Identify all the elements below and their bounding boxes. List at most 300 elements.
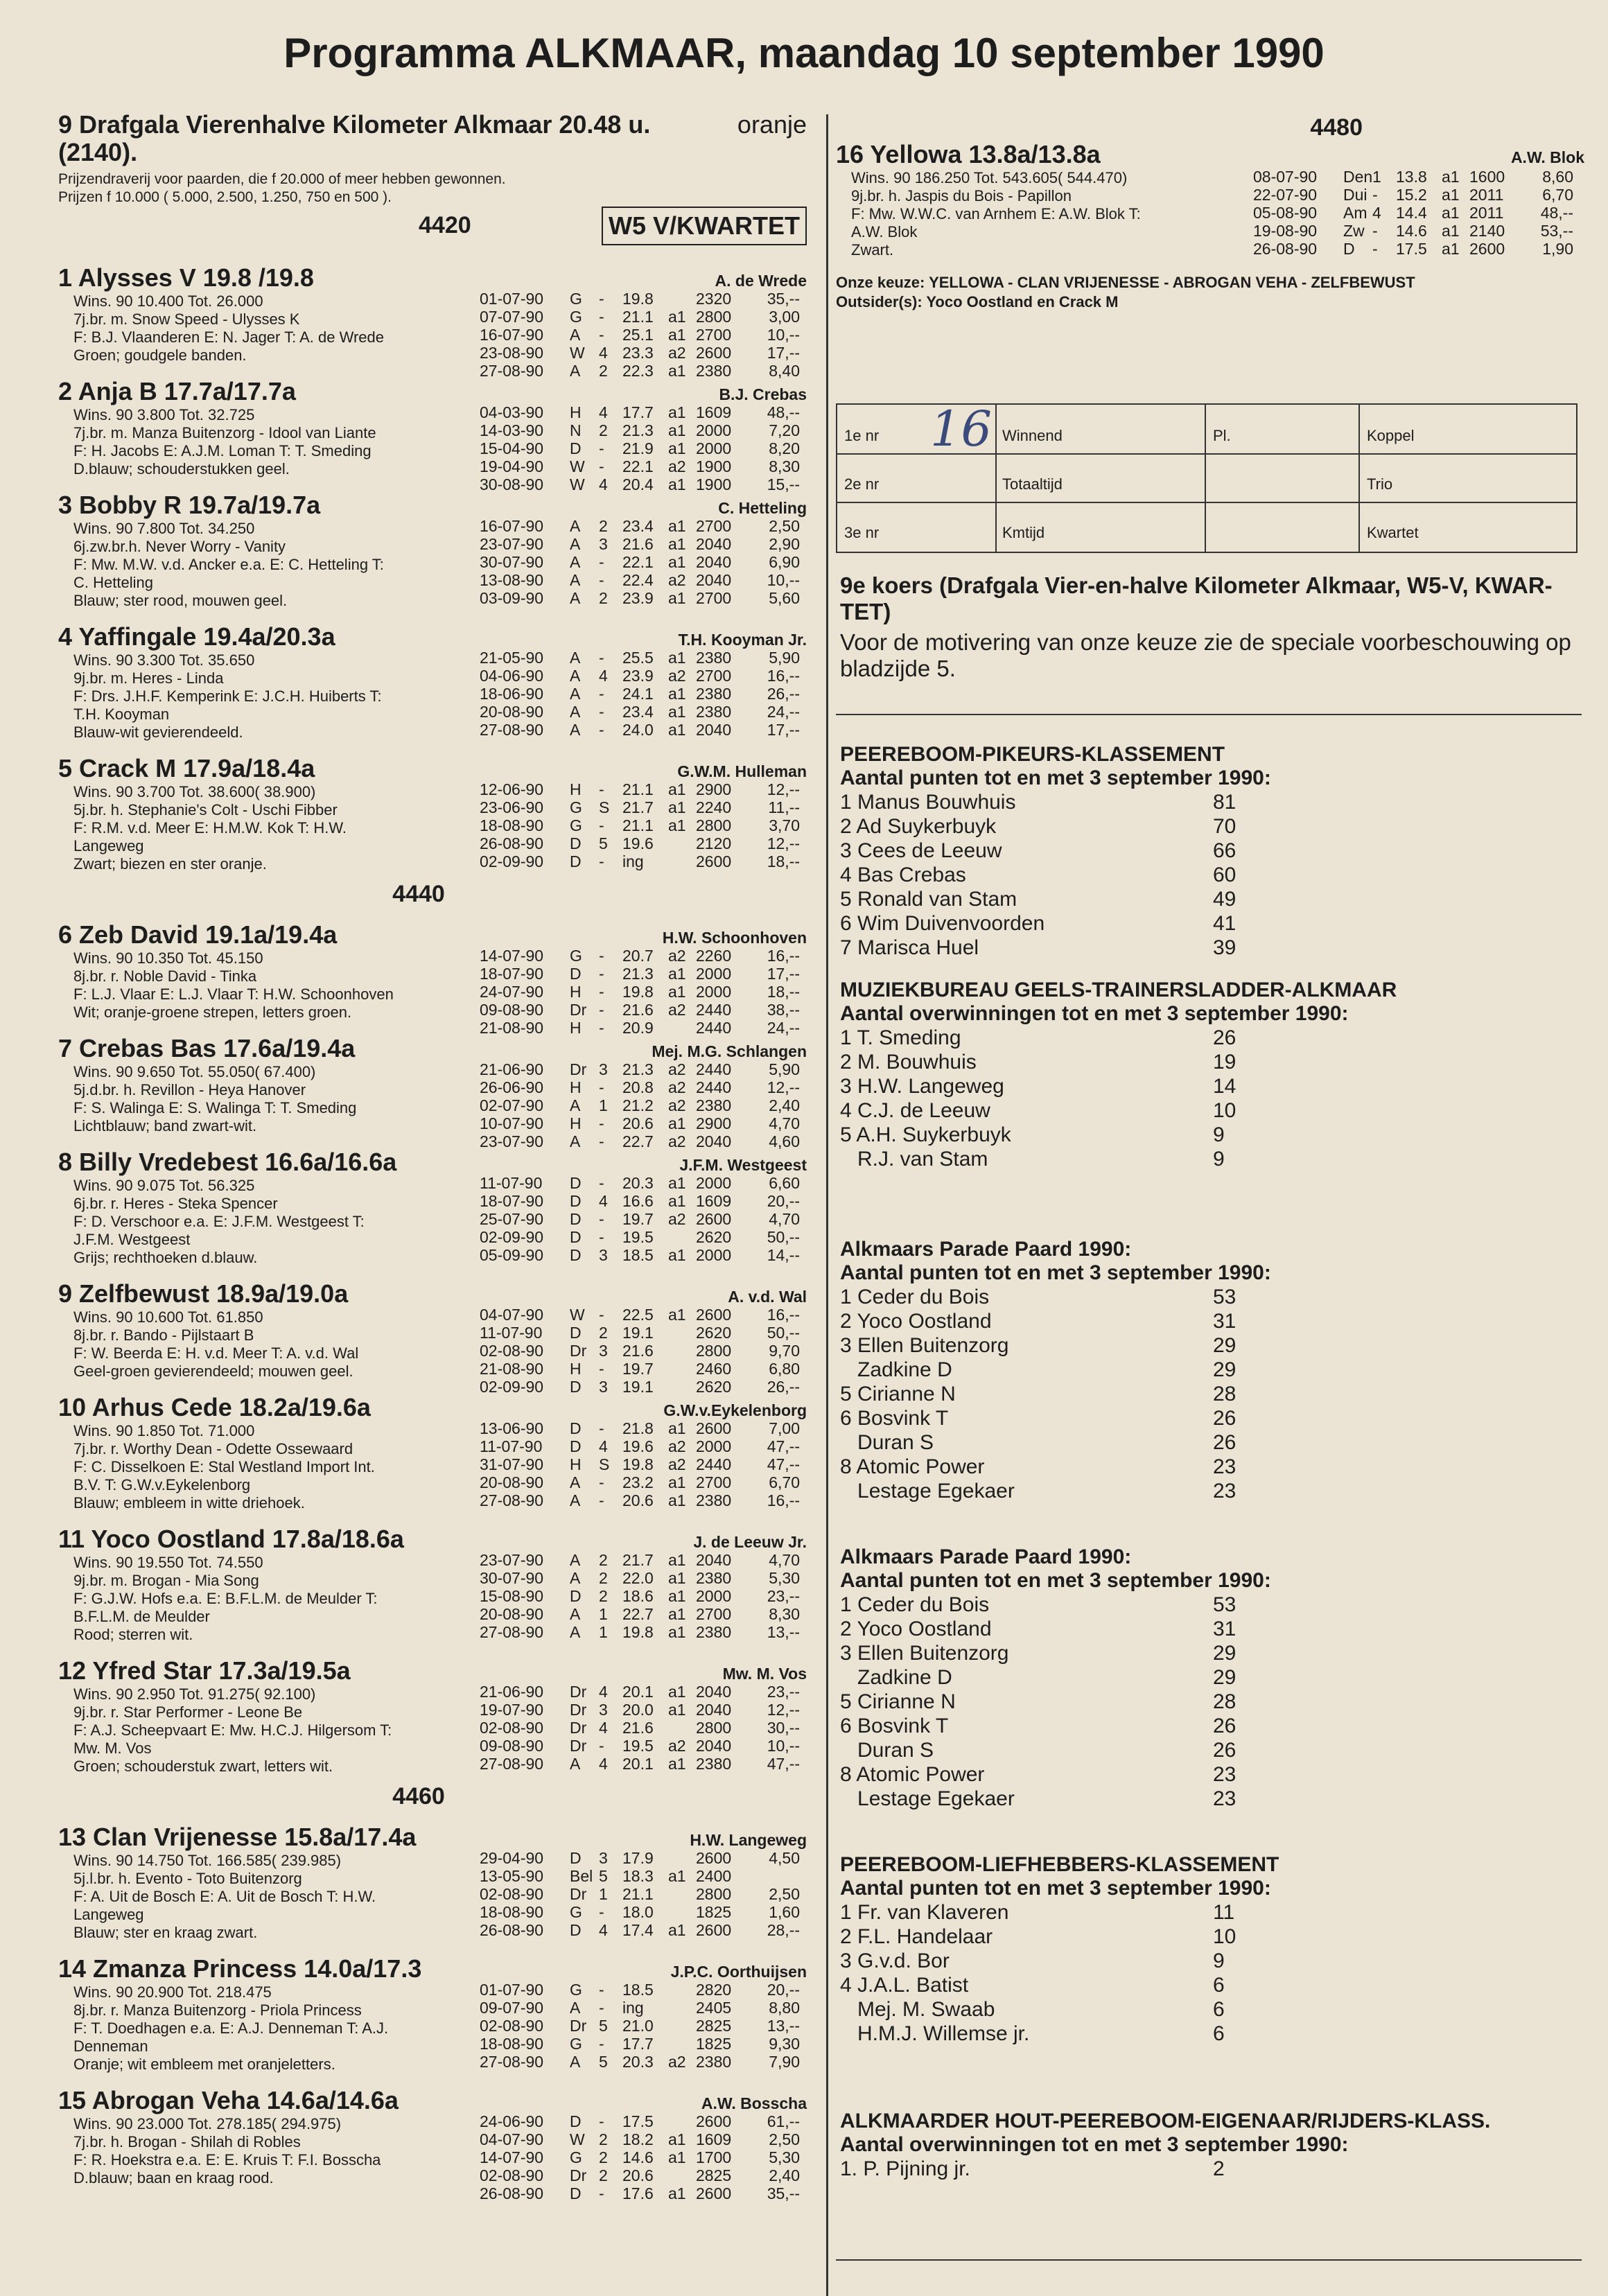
form-cell: a2	[668, 1737, 686, 1755]
form-cell: 1	[1372, 168, 1381, 186]
form-cell: 2,40	[769, 2166, 800, 2184]
form-cell: 19.6	[622, 1437, 654, 1455]
form-cell: 21-06-90	[480, 1683, 544, 1701]
form-cell: -	[599, 1132, 604, 1150]
horse-info-line: Groen; goudgele banden.	[73, 347, 247, 364]
form-cell: 21.6	[622, 1342, 654, 1360]
standing-value: 49	[1213, 888, 1236, 911]
form-cell: a1	[668, 685, 686, 703]
form-cell: a2	[668, 1437, 686, 1455]
form-cell: a1	[1442, 204, 1460, 222]
form-cell: 27-08-90	[480, 1623, 544, 1641]
form-cell: -	[599, 1114, 604, 1132]
form-cell: -	[599, 1019, 604, 1037]
form-cell: 17,--	[767, 344, 800, 362]
form-cell: a1	[668, 1246, 686, 1264]
form-row	[480, 457, 800, 475]
standing-row	[840, 1147, 1533, 1171]
totaaltijd-label: Totaaltijd	[1002, 475, 1063, 493]
horse-trainer: G.W.M. Hulleman	[677, 762, 807, 780]
horse-info-line: F: H. Jacobs E: A.J.M. Loman T: T. Smeding	[73, 442, 372, 459]
horse-info-line: 8j.br. r. Noble David - Tinka	[73, 967, 257, 985]
form-cell: G	[570, 947, 582, 965]
horse-info-line: Wins. 90 14.750 Tot. 166.585( 239.985)	[73, 1852, 342, 1869]
kwartet-label: Kwartet	[1367, 524, 1419, 541]
horse-info-line: 7j.br. r. Worthy Dean - Odette Ossewaard	[73, 1440, 353, 1457]
standing-value: 19	[1213, 1051, 1236, 1073]
form-row	[480, 1114, 800, 1132]
form-cell: D	[570, 1437, 582, 1455]
form-cell: 8,40	[769, 362, 800, 380]
form-cell: Dr	[570, 1060, 587, 1078]
form-cell: -	[599, 2184, 604, 2202]
standing-row	[840, 1074, 1533, 1098]
form-cell: Dr	[570, 1683, 587, 1701]
standing-subtitle: Aantal overwinningen tot en met 3 september 1990:	[840, 2133, 1349, 2156]
kmtijd-label: Kmtijd	[1002, 524, 1045, 541]
form-cell: 21.3	[622, 1060, 654, 1078]
form-row	[480, 1473, 800, 1491]
horse-info-line: F: R. Hoekstra e.a. E: E. Kruis T: F.I. Bosscha	[73, 2151, 381, 2168]
handwritten-winner: 16	[930, 401, 993, 457]
form-cell: 20.1	[622, 1683, 654, 1701]
standing-row	[840, 1050, 1533, 1074]
form-cell: -	[1372, 240, 1378, 258]
form-cell: 21.9	[622, 439, 654, 457]
form-cell: 2900	[696, 780, 732, 798]
form-cell: 2000	[696, 439, 732, 457]
form-cell: 20.8	[622, 1078, 654, 1096]
form-cell	[668, 1999, 696, 2017]
form-row	[480, 1701, 800, 1719]
form-cell: 12,--	[767, 1701, 800, 1719]
form-row	[480, 308, 800, 326]
form-cell: 4	[599, 667, 608, 685]
standing-value: 23	[1213, 1763, 1236, 1786]
form-cell: 20.6	[622, 1114, 654, 1132]
form-cell: 2600	[696, 1419, 732, 1437]
form-cell: 18-08-90	[480, 816, 544, 834]
form-cell: a1	[668, 1192, 686, 1210]
form-cell: W	[570, 344, 585, 362]
standing-name: 1 Fr. van Klaveren	[840, 1901, 1009, 1924]
standing-name: 5 Ronald van Stam	[840, 888, 1017, 911]
form-row	[1253, 186, 1573, 204]
form-cell: Dr	[570, 1701, 587, 1719]
form-cell: 19.8	[622, 290, 654, 308]
form-cell: 19-08-90	[1253, 222, 1318, 240]
standing-value: 28	[1213, 1690, 1236, 1713]
race-motivation-text: Voor de motivering van onze keuze zie de speciale voorbeschouwing op bladzijde 5.	[840, 629, 1571, 681]
form-cell: a1	[668, 816, 686, 834]
form-cell: a1	[668, 1623, 686, 1641]
standing-value: 39	[1213, 936, 1236, 959]
form-row	[480, 703, 800, 721]
form-cell: 2800	[696, 1342, 732, 1360]
form-row	[480, 1001, 800, 1019]
form-cell: 04-06-90	[480, 667, 544, 685]
form-cell: 28,--	[767, 1921, 800, 1939]
standing-row	[840, 1925, 1533, 1949]
horse-info-line: 7j.br. m. Manza Buitenzorg - Idool van Liante	[73, 424, 376, 441]
form-cell: a1	[668, 1419, 686, 1437]
standing-block	[840, 2110, 1533, 2181]
form-cell: A	[570, 685, 581, 703]
horse-entry	[58, 492, 807, 610]
form-cell: A	[570, 667, 581, 685]
form-cell: 2000	[696, 965, 732, 983]
form-cell: a1	[668, 1491, 686, 1509]
form-cell	[668, 2017, 696, 2035]
form-cell: -	[599, 326, 604, 344]
form-cell: a1	[668, 2130, 686, 2148]
horse-info-line: T.H. Kooyman	[73, 706, 170, 723]
form-cell: A	[570, 1605, 581, 1623]
form-cell: Den	[1343, 168, 1373, 186]
horse-info-line: 9j.br. m. Brogan - Mia Song	[73, 1572, 259, 1589]
horse-info-line: F: R.M. v.d. Meer E: H.M.W. Kok T: H.W.	[73, 819, 347, 836]
form-cell: 13,--	[767, 1623, 800, 1641]
horse-name: 8 Billy Vredebest 16.6a/16.6a	[58, 1148, 397, 1176]
form-cell: 19.5	[622, 1228, 654, 1246]
form-cell: S	[599, 1455, 610, 1473]
standing-row	[840, 1714, 1533, 1738]
standing-name: 1 Manus Bouwhuis	[840, 791, 1016, 814]
horse-form-table	[480, 780, 800, 870]
form-cell: a1	[668, 535, 686, 553]
form-cell: D	[570, 1324, 582, 1342]
form-cell: A	[570, 1623, 581, 1641]
horse-info	[73, 949, 462, 1022]
form-cell: 1,60	[769, 1903, 800, 1921]
form-cell: W	[570, 457, 585, 475]
form-cell: a1	[668, 1473, 686, 1491]
horse-info-line: Denneman	[73, 2038, 148, 2055]
form-cell	[668, 1849, 696, 1867]
form-cell: a1	[668, 1114, 686, 1132]
form-cell: a1	[668, 1921, 686, 1939]
standing-row	[840, 863, 1533, 887]
form-cell: -	[599, 2112, 604, 2130]
form-cell	[668, 1903, 696, 1921]
form-cell: 18.0	[622, 1903, 654, 1921]
form-cell: G	[570, 2035, 582, 2053]
standing-row	[840, 1430, 1533, 1455]
standing-value: 6	[1213, 2022, 1225, 2045]
form-cell: 2120	[696, 834, 732, 852]
form-cell: 2	[599, 1569, 608, 1587]
form-cell: 2600	[696, 1849, 732, 1867]
horse-info-line: Wins. 90 10.400 Tot. 26.000	[73, 292, 263, 310]
form-cell: 2040	[696, 1737, 732, 1755]
horse-info-line: Blauw; ster rood, mouwen geel.	[73, 592, 288, 609]
horse-name: 5 Crack M 17.9a/18.4a	[58, 754, 315, 782]
form-cell: 26-08-90	[1253, 240, 1318, 258]
form-row	[480, 2184, 800, 2202]
standing-name: 6 Wim Duivenvoorden	[840, 912, 1045, 935]
form-cell: a1	[668, 517, 686, 535]
form-cell: a2	[668, 2053, 686, 2071]
standing-name: Duran S	[840, 1739, 934, 1762]
form-cell: 21.1	[622, 1885, 654, 1903]
standing-value: 26	[1213, 1739, 1236, 1762]
horse-trainer: H.W. Langeweg	[690, 1831, 807, 1849]
form-cell: 1900	[696, 475, 732, 493]
form-cell: 2600	[696, 2112, 732, 2130]
form-cell: 2440	[696, 1060, 732, 1078]
form-cell: 1609	[696, 1192, 732, 1210]
form-cell: 17.7	[622, 2035, 654, 2053]
form-cell: 02-08-90	[480, 2017, 544, 2035]
form-row	[480, 780, 800, 798]
horse-info-line: F: A. Uit de Bosch E: A. Uit de Bosch T: H.W.	[73, 1888, 376, 1905]
form-cell: A	[570, 1551, 581, 1569]
form-row	[480, 1019, 800, 1037]
horse-name: 12 Yfred Star 17.3a/19.5a	[58, 1656, 351, 1685]
form-cell: A	[570, 571, 581, 589]
form-cell: 2440	[696, 1001, 732, 1019]
horse-info	[73, 1554, 462, 1644]
standing-name: 1 Ceder du Bois	[840, 1593, 990, 1616]
form-cell: 30-08-90	[480, 475, 544, 493]
form-cell: 18.3	[622, 1867, 654, 1885]
form-cell: a1	[1442, 168, 1460, 186]
standing-row	[840, 814, 1533, 839]
form-cell: 19.1	[622, 1378, 654, 1396]
form-cell: 47,--	[767, 1437, 800, 1455]
form-cell: 1700	[696, 2148, 732, 2166]
form-row	[480, 947, 800, 965]
form-cell: A	[570, 1755, 581, 1773]
form-row	[480, 439, 800, 457]
horse-name: 15 Abrogan Veha 14.6a/14.6a	[58, 2086, 399, 2114]
form-cell: 14.4	[1396, 204, 1427, 222]
form-cell: 2,90	[769, 535, 800, 553]
horse-info-line: Blauw-wit gevierendeeld.	[73, 724, 243, 741]
horse-trainer: T.H. Kooyman Jr.	[678, 631, 807, 649]
form-cell: -	[599, 457, 604, 475]
form-cell: 18.5	[622, 1246, 654, 1264]
form-cell: A	[570, 517, 581, 535]
horse-trainer: A. v.d. Wal	[728, 1288, 807, 1306]
form-cell: 23-06-90	[480, 798, 544, 816]
horse-info-line: 6j.zw.br.h. Never Worry - Vanity	[73, 538, 286, 555]
form-cell: 3	[599, 1246, 608, 1264]
standing-name: 2 Yoco Oostland	[840, 1310, 992, 1333]
form-cell: 25.5	[622, 649, 654, 667]
form-row	[480, 1623, 800, 1641]
horse-entry	[58, 755, 807, 873]
form-row	[480, 685, 800, 703]
form-cell: D	[570, 1419, 582, 1437]
form-cell: -	[599, 553, 604, 571]
form-cell: 2825	[696, 2166, 732, 2184]
group-number: 4420	[419, 212, 471, 238]
standing-name: 2 Yoco Oostland	[840, 1618, 992, 1640]
horse-info-line: B.F.L.M. de Meulder	[73, 1608, 210, 1625]
form-cell: H	[570, 1019, 582, 1037]
form-cell: 30-07-90	[480, 553, 544, 571]
form-cell: 2600	[696, 344, 732, 362]
place-label: Pl.	[1213, 427, 1231, 444]
form-cell: 23-07-90	[480, 535, 544, 553]
form-cell: 2	[599, 589, 608, 607]
form-cell: 2400	[696, 1867, 732, 1885]
horse-entry	[58, 624, 807, 742]
form-cell: 6,70	[1542, 186, 1573, 204]
horse-entry	[58, 377, 807, 493]
horse-info-line: Groen; schouderstuk zwart, letters wit.	[73, 1758, 333, 1775]
form-cell: a2	[668, 1001, 686, 1019]
standing-name: 1. P. Pijning jr.	[840, 2157, 970, 2180]
horse-info-line: Wins. 90 3.800 Tot. 32.725	[73, 406, 255, 423]
page-title: Programma ALKMAAR, maandag 10 september 1990	[283, 30, 1325, 76]
form-cell: 5,90	[769, 1060, 800, 1078]
form-cell: 4	[599, 1719, 608, 1737]
form-row	[480, 2148, 800, 2166]
form-cell: 4	[1372, 204, 1381, 222]
form-cell: 25-07-90	[480, 1210, 544, 1228]
horse-form-table	[480, 1174, 800, 1264]
standing-row	[840, 1382, 1533, 1406]
form-cell: 4	[599, 403, 608, 421]
horse-info-line: Wins. 90 10.600 Tot. 61.850	[73, 1308, 263, 1326]
form-cell: 2380	[696, 2053, 732, 2071]
group-number: 4480	[1310, 114, 1363, 141]
form-cell: 24,--	[767, 703, 800, 721]
form-cell: 2700	[696, 1605, 732, 1623]
form-cell: 2380	[696, 1755, 732, 1773]
trio-label: Trio	[1367, 475, 1393, 493]
form-cell: -	[599, 1210, 604, 1228]
form-row	[480, 362, 800, 380]
form-cell: H	[570, 983, 582, 1001]
form-cell: 18-08-90	[480, 1903, 544, 1921]
form-cell: 1	[599, 1885, 608, 1903]
form-row	[480, 517, 800, 535]
form-cell: 5	[599, 834, 608, 852]
standing-name: H.M.J. Willemse jr.	[840, 2022, 1030, 2045]
form-cell: 2040	[696, 1551, 732, 1569]
form-row	[480, 344, 800, 362]
form-cell: 23,--	[767, 1683, 800, 1701]
horse-info-line: F: T. Doedhagen e.a. E: A.J. Denneman T: A.J.	[73, 2019, 389, 2037]
form-cell: Dr	[570, 1737, 587, 1755]
form-cell: a1	[1442, 222, 1460, 240]
form-cell: 14-07-90	[480, 2148, 544, 2166]
form-cell: 6,90	[769, 553, 800, 571]
form-cell: N	[570, 421, 582, 439]
standing-name: Zadkine D	[840, 1666, 952, 1689]
form-cell: 2600	[696, 1306, 732, 1324]
horse-info-line: Wins. 90 1.850 Tot. 71.000	[73, 1422, 255, 1439]
form-cell: -	[599, 780, 604, 798]
form-cell: 3,00	[769, 308, 800, 326]
form-cell: -	[1372, 222, 1378, 240]
form-cell: 09-08-90	[480, 1737, 544, 1755]
separator	[836, 2259, 1582, 2261]
result-1-label: 1e nr	[844, 427, 880, 444]
results-grid	[836, 403, 1578, 553]
form-cell: 2600	[1469, 240, 1505, 258]
horse-info	[851, 169, 1239, 259]
form-cell: a1	[1442, 186, 1460, 204]
form-cell: 35,--	[767, 2184, 800, 2202]
form-cell: H	[570, 1455, 582, 1473]
form-cell: 16,--	[767, 1491, 800, 1509]
standing-row	[840, 1123, 1533, 1147]
horse-info	[73, 1685, 462, 1776]
horse-trainer: G.W.v.Eykelenborg	[663, 1401, 807, 1419]
form-cell: S	[599, 798, 610, 816]
form-cell: 20,--	[767, 1981, 800, 1999]
horse-form-table	[480, 649, 800, 739]
form-cell: a1	[668, 553, 686, 571]
form-cell: A	[570, 362, 581, 380]
form-cell: 2040	[696, 1683, 732, 1701]
horse-trainer: Mw. M. Vos	[722, 1665, 807, 1683]
form-cell: 02-09-90	[480, 852, 544, 870]
standing-value: 9	[1213, 1148, 1225, 1171]
form-cell: 19.8	[622, 983, 654, 1001]
form-cell: a1	[668, 1587, 686, 1605]
horse-name: 4 Yaffingale 19.4a/20.3a	[58, 622, 335, 651]
standing-value: 28	[1213, 1383, 1236, 1405]
form-cell: -	[599, 852, 604, 870]
form-cell	[668, 2035, 696, 2053]
form-cell: 11,--	[768, 798, 800, 816]
form-cell: 20.6	[622, 2166, 654, 2184]
form-cell: 23.4	[622, 703, 654, 721]
form-cell: 17.9	[622, 1849, 654, 1867]
form-cell: D	[570, 1921, 582, 1939]
form-cell: 8,30	[769, 1605, 800, 1623]
form-row	[1253, 240, 1573, 258]
horse-trainer: B.J. Crebas	[719, 385, 807, 403]
form-cell: 14,--	[767, 1246, 800, 1264]
form-cell: 21.6	[622, 1001, 654, 1019]
form-cell: 9,30	[769, 2035, 800, 2053]
form-cell: 20-08-90	[480, 1473, 544, 1491]
form-cell: 14-03-90	[480, 421, 544, 439]
horse-name: 3 Bobby R 19.7a/19.7a	[58, 491, 321, 519]
form-cell: 29-04-90	[480, 1849, 544, 1867]
horse-trainer: Mej. M.G. Schlangen	[652, 1042, 807, 1060]
standing-row	[840, 1617, 1533, 1641]
form-cell: 22.1	[622, 553, 654, 571]
horse-info	[73, 1852, 462, 1942]
standing-name: 3 Cees de Leeuw	[840, 839, 1002, 862]
form-cell: 2440	[696, 1019, 732, 1037]
form-cell: 50,--	[767, 1324, 800, 1342]
form-cell: 11-07-90	[480, 1437, 543, 1455]
form-cell: 18-07-90	[480, 1192, 544, 1210]
form-cell: 13-06-90	[480, 1419, 544, 1437]
form-cell: 2620	[696, 1324, 732, 1342]
form-cell: 2380	[696, 685, 732, 703]
form-cell: 2000	[696, 1246, 732, 1264]
standing-name: 5 Cirianne N	[840, 1383, 956, 1405]
form-cell: 19.1	[622, 1324, 654, 1342]
form-cell: 2405	[696, 1999, 732, 2017]
form-cell: 31-07-90	[480, 1455, 544, 1473]
form-cell: 2800	[696, 1719, 732, 1737]
standing-name: 6 Bosvink T	[840, 1715, 949, 1737]
form-cell: D	[570, 852, 582, 870]
form-cell: -	[599, 649, 604, 667]
form-cell: 09-07-90	[480, 1999, 544, 2017]
form-cell: 13.8	[1396, 168, 1427, 186]
